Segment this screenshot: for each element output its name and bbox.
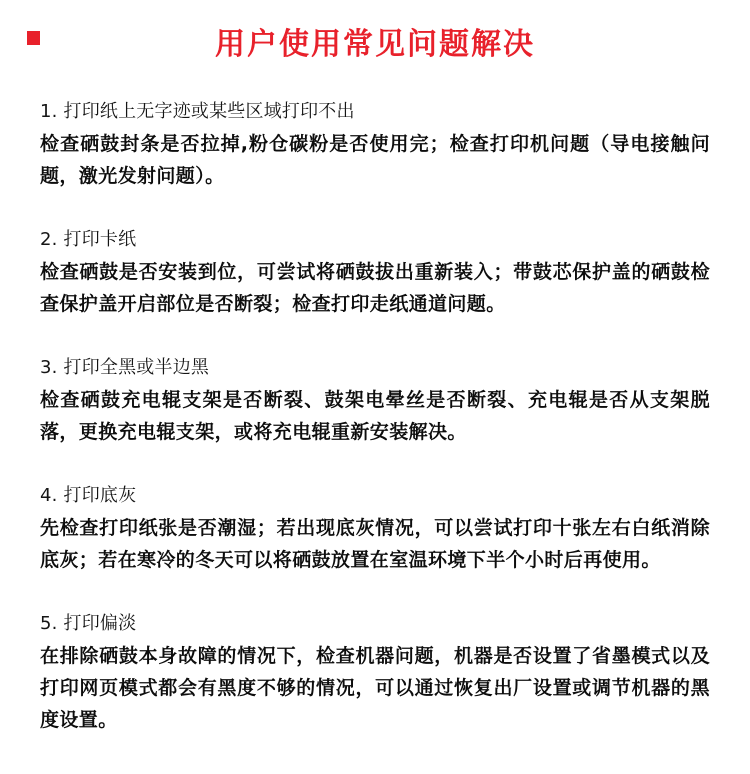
- faq-section: [40, 608, 710, 736]
- red-corner-mark: [27, 31, 40, 45]
- faq-section-heading: 4. 打印底灰: [40, 485, 137, 506]
- faq-section-body: 先检查打印纸张是否潮湿；若出现底灰情况，可以尝试打印十张左右白纸消除底灰；若在寒冷的冬天可以将硒鼓放置在室温环境下半个小时后再使用。: [40, 517, 710, 571]
- faq-content: [0, 96, 750, 736]
- faq-section-heading: 2. 打印卡纸: [40, 229, 137, 250]
- faq-section-heading: 3. 打印全黑或半边黑: [40, 357, 210, 378]
- faq-section-body: 在排除硒鼓本身故障的情况下，检查机器问题，机器是否设置了省墨模式以及打印网页模式都会有黑度不够的情况，可以通过恢复出厂设置或调节机器的黑度设置。: [40, 645, 710, 731]
- faq-section-body: 检查硒鼓是否安装到位，可尝试将硒鼓拔出重新装入；带鼓芯保护盖的硒鼓检查保护盖开启部位是否断裂；检查打印走纸通道问题。: [40, 261, 710, 315]
- page-title: 用户使用常见问题解决: [215, 27, 535, 62]
- faq-section-body: 检查硒鼓充电辊支架是否断裂、鼓架电晕丝是否断裂、充电辊是否从支架脱落，更换充电辊支架，或将充电辊重新安装解决。: [40, 389, 710, 443]
- faq-section-heading: 5. 打印偏淡: [40, 613, 137, 634]
- faq-section: [40, 224, 710, 320]
- faq-section: [40, 352, 710, 448]
- faq-section: [40, 96, 710, 192]
- faq-section-heading: 1. 打印纸上无字迹或某些区域打印不出: [40, 101, 355, 122]
- faq-section: [40, 480, 710, 576]
- faq-section-body: 检查硒鼓封条是否拉掉,粉仓碳粉是否使用完；检查打印机问题（导电接触问题，激光发射问题）。: [40, 133, 710, 187]
